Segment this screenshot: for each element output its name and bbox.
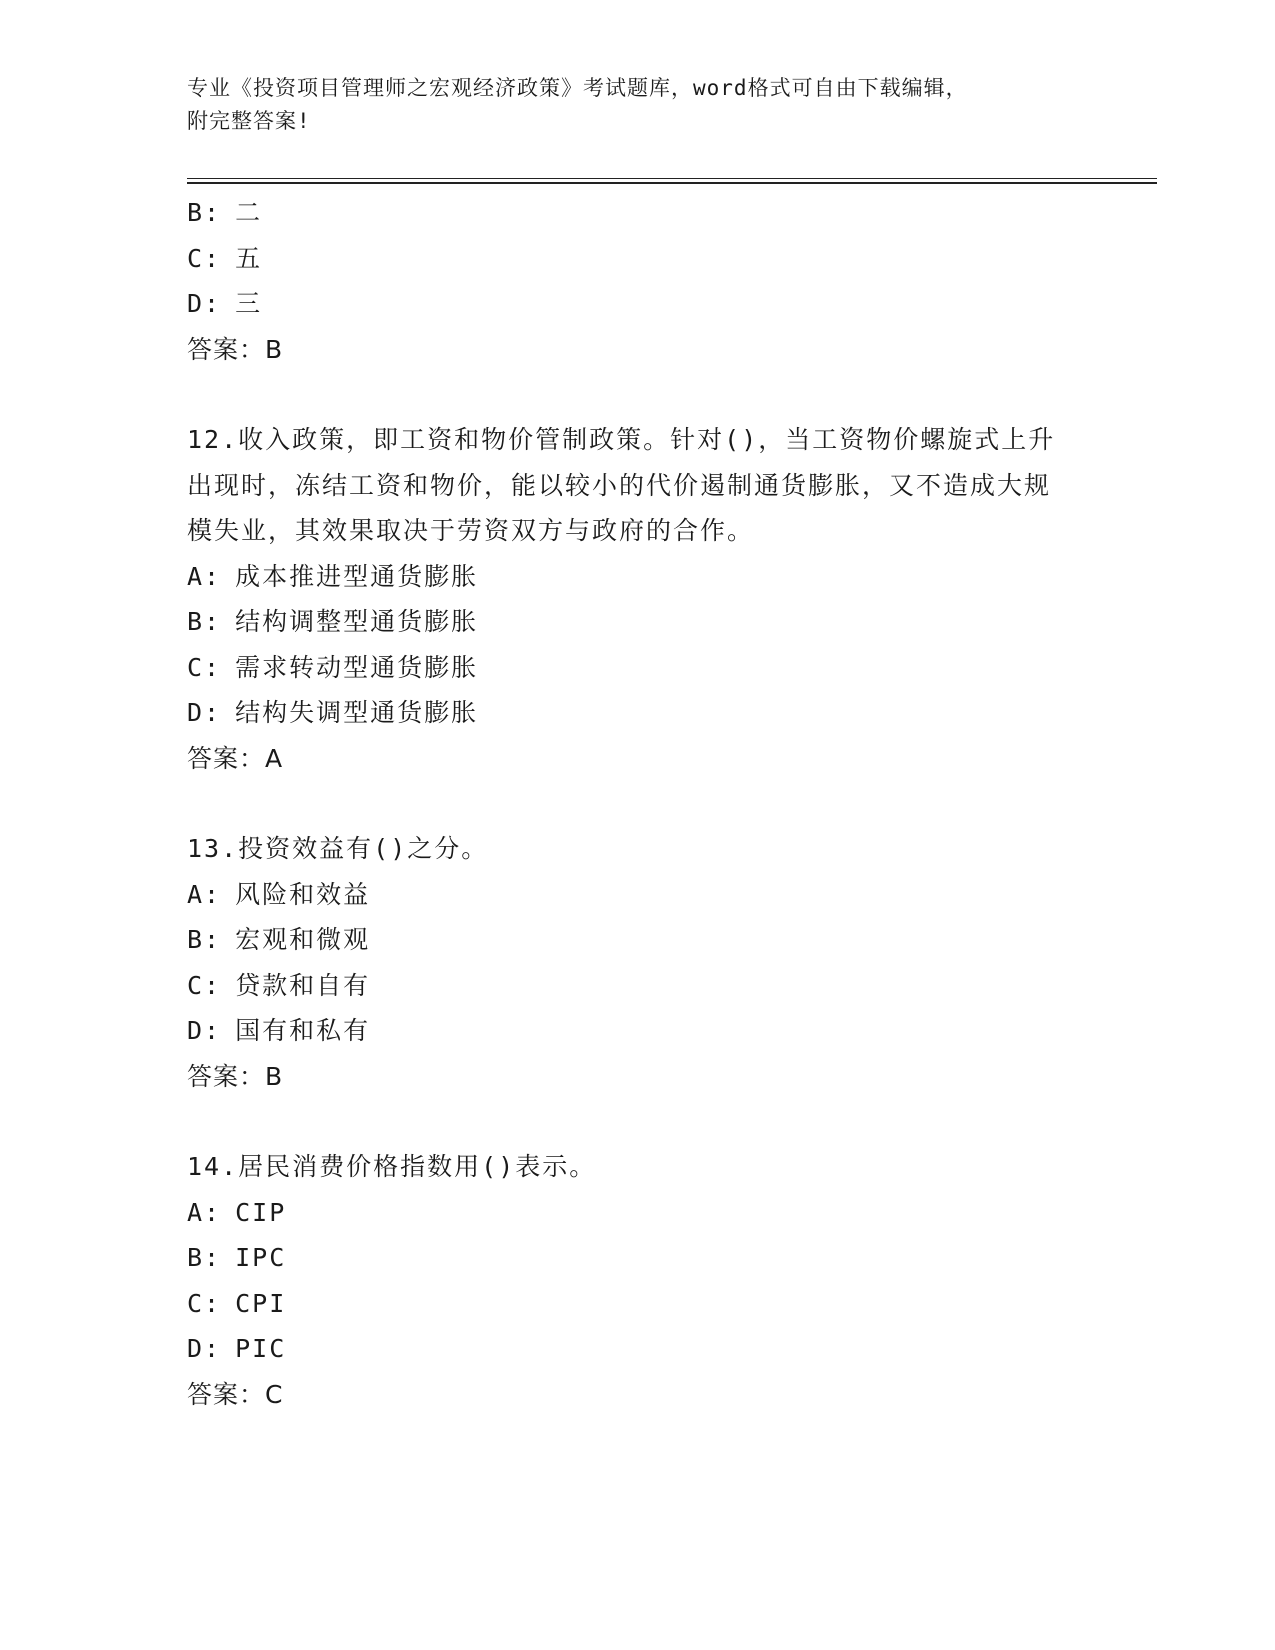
option-b: B: 结构调整型通货膨胀 [187, 607, 479, 636]
option-b: B: 二 [187, 198, 263, 227]
answer: 答案：A [187, 743, 284, 773]
option-b: B: 宏观和微观 [187, 925, 371, 954]
option-c: C: 贷款和自有 [187, 970, 371, 1000]
option-d: D: 三 [187, 289, 263, 318]
option-d: D: 国有和私有 [187, 1016, 371, 1045]
option-c: C: CPI [187, 1288, 287, 1318]
answer: 答案：B [187, 1061, 284, 1091]
question-text: 12.收入政策，即工资和物价管制政策。针对()，当工资物价螺旋式上升出现时，冻结工资和物价，能以较小的代价遏制通货膨胀，又不造成大规模失业，其效果取决于劳资双方与政府的合作。 [187, 425, 1056, 545]
option-a: A: CIP [187, 1197, 287, 1227]
question-text: 13.投资效益有()之分。 [187, 834, 489, 863]
question-13 [187, 826, 1087, 1099]
option-d: D: 结构失调型通货膨胀 [187, 698, 479, 727]
option-a: A: 成本推进型通货膨胀 [187, 561, 479, 591]
question-list [187, 190, 1087, 1417]
header-divider-thin [187, 178, 1157, 179]
answer: 答案：B [187, 334, 284, 364]
question-12 [187, 417, 1087, 781]
header-line-2: 附完整答案! [187, 109, 311, 133]
option-a: A: 风险和效益 [187, 879, 371, 909]
header-line-1: 专业《投资项目管理师之宏观经济政策》考试题库，word格式可自由下载编辑， [187, 76, 968, 100]
option-d: D: PIC [187, 1334, 287, 1363]
option-b: B: IPC [187, 1243, 287, 1272]
question-14 [187, 1144, 1087, 1417]
document-header [187, 72, 1087, 138]
question-text: 14.居民消费价格指数用()表示。 [187, 1152, 597, 1181]
answer: 答案：C [187, 1379, 284, 1409]
header-divider-thick [187, 182, 1157, 184]
option-c: C: 五 [187, 243, 263, 273]
option-c: C: 需求转动型通货膨胀 [187, 652, 479, 682]
question-11-partial [187, 190, 1087, 372]
